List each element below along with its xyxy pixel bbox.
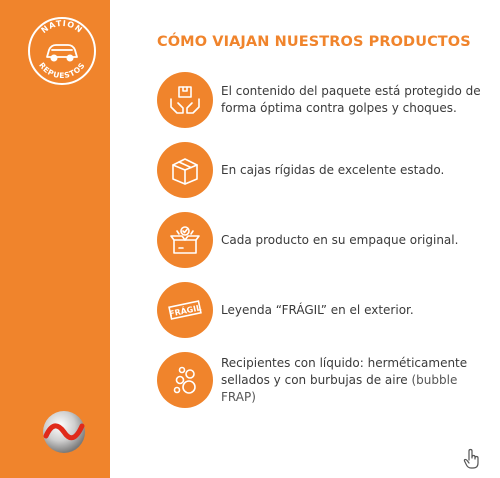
item-text: En cajas rígidas de excelente estado.	[221, 162, 445, 177]
brand-top-text: NATION	[39, 18, 85, 36]
item-text: El contenido del paquete está protegido de forma óptima contra golpes y choques.	[221, 84, 481, 115]
bubbles-icon	[157, 352, 213, 408]
box-icon	[157, 142, 213, 198]
list-item	[157, 72, 487, 130]
hand-cursor-icon	[462, 448, 482, 470]
fragile-stamp-icon	[157, 282, 213, 338]
nation-repuestos-logo	[27, 16, 97, 86]
car-icon	[47, 45, 77, 61]
original-package-icon	[157, 212, 213, 268]
item-text-note: (bubble FRAP)	[221, 372, 458, 404]
list-item	[157, 282, 487, 340]
item-text: Cada producto en su empaque original.	[221, 232, 459, 247]
brand-bottom-text: REPUESTOS	[37, 60, 87, 81]
fragile-stamp-label: FRÁGIL	[168, 303, 202, 319]
protected-package-icon	[157, 72, 213, 128]
sidebar	[0, 0, 110, 478]
list-item	[157, 212, 487, 270]
list-item	[157, 142, 487, 200]
item-text-main: Recipientes con líquido: herméticamente sellados y con burbujas de aire	[221, 355, 468, 387]
item-text: Leyenda “FRÁGIL” en el exterior.	[221, 302, 414, 317]
swirl-logo-icon	[40, 408, 88, 456]
item-text	[221, 352, 489, 408]
list-item	[157, 352, 487, 410]
page-title: CÓMO VIAJAN NUESTROS PRODUCTOS	[157, 34, 471, 50]
svg-text:REPUESTOS	[37, 61, 87, 80]
